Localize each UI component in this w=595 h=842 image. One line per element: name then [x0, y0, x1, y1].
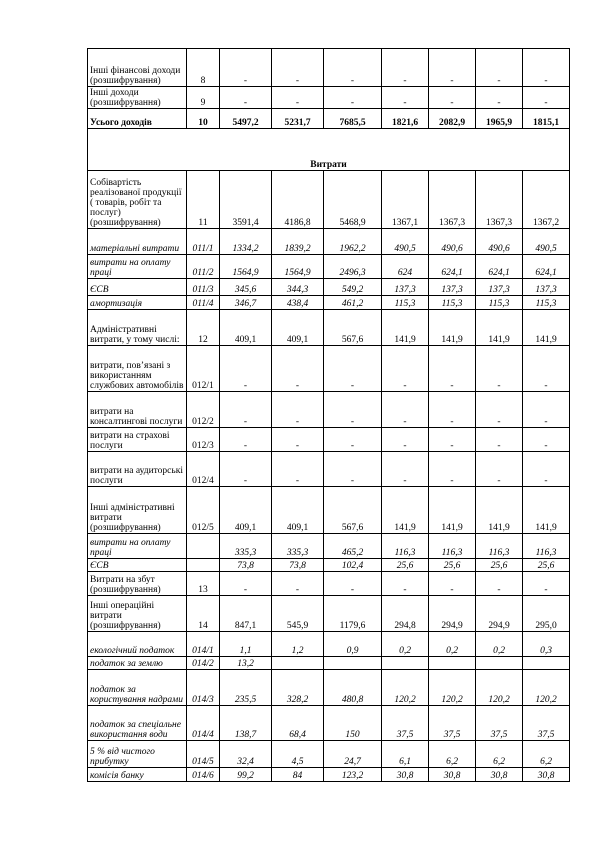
row-code: 014/4 [187, 706, 220, 741]
value-cell: 116,3 [476, 534, 523, 559]
value-cell: - [324, 572, 382, 596]
value-cell: 141,9 [429, 487, 476, 534]
table-row [88, 229, 570, 255]
value-cell: - [324, 392, 382, 428]
value-cell: - [382, 87, 429, 109]
value-cell: 1367,2 [523, 171, 570, 229]
value-cell: 567,6 [324, 487, 382, 534]
row-code: 13 [187, 572, 220, 596]
value-cell: 32,4 [220, 741, 272, 768]
row-code: 014/5 [187, 741, 220, 768]
value-cell: 328,2 [272, 670, 324, 706]
value-cell: - [272, 428, 324, 452]
value-cell: 346,7 [220, 296, 272, 310]
value-cell: 137,3 [429, 279, 476, 296]
value-cell: 235,5 [220, 670, 272, 706]
value-cell: 30,8 [523, 768, 570, 782]
row-code: 011/2 [187, 255, 220, 279]
row-label: Інші адміністративні витрати (розшифрування) [88, 487, 187, 534]
value-cell: 490,5 [523, 229, 570, 255]
value-cell: - [429, 346, 476, 392]
value-cell: - [476, 49, 523, 87]
value-cell: 73,8 [272, 559, 324, 572]
row-code: 011/1 [187, 229, 220, 255]
value-cell: 120,2 [382, 670, 429, 706]
value-cell: - [523, 87, 570, 109]
value-cell: 141,9 [523, 487, 570, 534]
value-cell: 6,1 [382, 741, 429, 768]
value-cell: 115,3 [429, 296, 476, 310]
value-cell: 1,2 [272, 632, 324, 657]
table-row [88, 706, 570, 741]
value-cell: - [476, 87, 523, 109]
value-cell: 30,8 [476, 768, 523, 782]
row-label: витрати на оплату праці [88, 255, 187, 279]
value-cell: 116,3 [523, 534, 570, 559]
value-cell: 1334,2 [220, 229, 272, 255]
value-cell: 0,2 [429, 632, 476, 657]
row-label: ЄСВ [88, 559, 187, 572]
row-code: 9 [187, 87, 220, 109]
value-cell: 1965,9 [476, 109, 523, 129]
value-cell: 120,2 [523, 670, 570, 706]
value-cell: - [476, 428, 523, 452]
value-cell: 335,3 [220, 534, 272, 559]
value-cell: 141,9 [476, 487, 523, 534]
row-label: витрати на аудиторські послуги [88, 452, 187, 487]
value-cell: 6,2 [523, 741, 570, 768]
value-cell: 116,3 [382, 534, 429, 559]
value-cell: 624,1 [429, 255, 476, 279]
value-cell [476, 657, 523, 670]
value-cell: - [272, 452, 324, 487]
value-cell: 68,4 [272, 706, 324, 741]
table-row [88, 559, 570, 572]
row-code: 011/3 [187, 279, 220, 296]
value-cell: 3591,4 [220, 171, 272, 229]
value-cell: 37,5 [382, 706, 429, 741]
value-cell: 409,1 [272, 487, 324, 534]
value-cell: 37,5 [476, 706, 523, 741]
value-cell [272, 657, 324, 670]
value-cell: - [220, 452, 272, 487]
table-row [88, 279, 570, 296]
table-row [88, 632, 570, 657]
value-cell: 115,3 [476, 296, 523, 310]
row-label: Собівартість реалізованої продукції ( товарів, робіт та послуг) (розшифрування) [88, 171, 187, 229]
value-cell: 1367,1 [382, 171, 429, 229]
value-cell: 138,7 [220, 706, 272, 741]
table-row [88, 109, 570, 129]
value-cell: 490,6 [476, 229, 523, 255]
value-cell: - [476, 572, 523, 596]
value-cell: - [382, 49, 429, 87]
row-code: 012/2 [187, 392, 220, 428]
row-code: 012/4 [187, 452, 220, 487]
row-label: Інші фінансові доходи (розшифрування) [88, 49, 187, 87]
row-code: 012/5 [187, 487, 220, 534]
value-cell: 294,8 [382, 596, 429, 632]
value-cell: 461,2 [324, 296, 382, 310]
financial-table [87, 48, 570, 782]
value-cell: 1367,3 [429, 171, 476, 229]
value-cell: 1564,9 [220, 255, 272, 279]
value-cell: 409,1 [220, 487, 272, 534]
value-cell: - [523, 392, 570, 428]
value-cell: - [382, 392, 429, 428]
value-cell: - [382, 346, 429, 392]
table-row [88, 596, 570, 632]
section-header-row [88, 129, 570, 171]
table-row [88, 487, 570, 534]
value-cell: 73,8 [220, 559, 272, 572]
table-row [88, 670, 570, 706]
value-cell: - [429, 428, 476, 452]
row-label: ЄСВ [88, 279, 187, 296]
value-cell: 141,9 [523, 310, 570, 346]
value-cell: - [429, 87, 476, 109]
value-cell: 4,5 [272, 741, 324, 768]
value-cell: 7685,5 [324, 109, 382, 129]
table-row [88, 741, 570, 768]
row-code [187, 559, 220, 572]
value-cell: 37,5 [523, 706, 570, 741]
value-cell: - [429, 392, 476, 428]
value-cell: 5231,7 [272, 109, 324, 129]
table-row [88, 428, 570, 452]
value-cell: 4186,8 [272, 171, 324, 229]
value-cell: 99,2 [220, 768, 272, 782]
value-cell: 567,6 [324, 310, 382, 346]
value-cell: 141,9 [382, 310, 429, 346]
value-cell: 25,6 [429, 559, 476, 572]
row-code: 014/2 [187, 657, 220, 670]
row-label: 5 % від чистого прибутку [88, 741, 187, 768]
value-cell: - [429, 452, 476, 487]
value-cell: - [523, 428, 570, 452]
value-cell: 37,5 [429, 706, 476, 741]
row-code: 8 [187, 49, 220, 87]
row-label: податок за користування надрами [88, 670, 187, 706]
value-cell: - [220, 392, 272, 428]
value-cell: 137,3 [476, 279, 523, 296]
value-cell: - [272, 572, 324, 596]
value-cell: 549,2 [324, 279, 382, 296]
value-cell: 1367,3 [476, 171, 523, 229]
value-cell: 1839,2 [272, 229, 324, 255]
table-row [88, 255, 570, 279]
row-label: комісія банку [88, 768, 187, 782]
value-cell: 624,1 [523, 255, 570, 279]
value-cell: 123,2 [324, 768, 382, 782]
table-row [88, 657, 570, 670]
value-cell: 120,2 [429, 670, 476, 706]
value-cell: - [220, 428, 272, 452]
row-label: витрати, пов’язані з використанням службових автомобілів [88, 346, 187, 392]
value-cell: 115,3 [382, 296, 429, 310]
value-cell: 624 [382, 255, 429, 279]
row-code: 12 [187, 310, 220, 346]
value-cell [429, 657, 476, 670]
row-code: 014/1 [187, 632, 220, 657]
value-cell: 120,2 [476, 670, 523, 706]
table-row [88, 346, 570, 392]
value-cell: 25,6 [382, 559, 429, 572]
value-cell: 409,1 [220, 310, 272, 346]
section-title: Витрати [88, 129, 570, 171]
row-label: витрати на оплату праці [88, 534, 187, 559]
value-cell: 25,6 [523, 559, 570, 572]
value-cell: - [523, 452, 570, 487]
value-cell: - [523, 572, 570, 596]
value-cell: - [324, 428, 382, 452]
row-code: 014/6 [187, 768, 220, 782]
row-label: Витрати на збут (розшифрування) [88, 572, 187, 596]
value-cell: 847,1 [220, 596, 272, 632]
row-code: 014/3 [187, 670, 220, 706]
value-cell: 5468,9 [324, 171, 382, 229]
table-row [88, 49, 570, 87]
row-code: 012/3 [187, 428, 220, 452]
table-row [88, 310, 570, 346]
row-code: 10 [187, 109, 220, 129]
row-code: 012/1 [187, 346, 220, 392]
value-cell: - [382, 452, 429, 487]
value-cell: - [382, 572, 429, 596]
value-cell: - [272, 346, 324, 392]
value-cell: 24,7 [324, 741, 382, 768]
value-cell: 2496,3 [324, 255, 382, 279]
value-cell: 141,9 [476, 310, 523, 346]
value-cell [382, 657, 429, 670]
value-cell: - [476, 392, 523, 428]
value-cell: 345,6 [220, 279, 272, 296]
value-cell: - [220, 49, 272, 87]
value-cell: - [272, 87, 324, 109]
row-label: Інші операційні витрати (розшифрування) [88, 596, 187, 632]
row-code: 11 [187, 171, 220, 229]
table-row [88, 452, 570, 487]
value-cell: 624,1 [476, 255, 523, 279]
value-cell: 335,3 [272, 534, 324, 559]
value-cell: 0,2 [382, 632, 429, 657]
value-cell: - [324, 346, 382, 392]
table-row [88, 534, 570, 559]
value-cell: 480,8 [324, 670, 382, 706]
value-cell: - [272, 49, 324, 87]
row-label: Адміністративні витрати, у тому числі: [88, 310, 187, 346]
table-row [88, 296, 570, 310]
value-cell: 30,8 [382, 768, 429, 782]
value-cell: 465,2 [324, 534, 382, 559]
value-cell: 30,8 [429, 768, 476, 782]
value-cell: 137,3 [523, 279, 570, 296]
value-cell: - [523, 49, 570, 87]
value-cell [324, 657, 382, 670]
value-cell: 137,3 [382, 279, 429, 296]
value-cell: 1815,1 [523, 109, 570, 129]
value-cell: 5497,2 [220, 109, 272, 129]
value-cell: 1564,9 [272, 255, 324, 279]
value-cell: 150 [324, 706, 382, 741]
row-label: податок за землю [88, 657, 187, 670]
value-cell: - [382, 428, 429, 452]
row-label: матеріальні витрати [88, 229, 187, 255]
value-cell: 25,6 [476, 559, 523, 572]
value-cell: 141,9 [429, 310, 476, 346]
value-cell: 6,2 [476, 741, 523, 768]
value-cell: - [324, 452, 382, 487]
row-label: амортизація [88, 296, 187, 310]
table-row [88, 768, 570, 782]
value-cell: 1821,6 [382, 109, 429, 129]
value-cell: 490,6 [429, 229, 476, 255]
value-cell: 0,2 [476, 632, 523, 657]
row-label: Інші доходи (розшифрування) [88, 87, 187, 109]
value-cell: 545,9 [272, 596, 324, 632]
row-code: 011/4 [187, 296, 220, 310]
value-cell: 1962,2 [324, 229, 382, 255]
value-cell: - [429, 572, 476, 596]
value-cell: 294,9 [476, 596, 523, 632]
value-cell: 294,9 [429, 596, 476, 632]
table-row [88, 572, 570, 596]
value-cell: 409,1 [272, 310, 324, 346]
table-row [88, 87, 570, 109]
value-cell: 2082,9 [429, 109, 476, 129]
value-cell: 6,2 [429, 741, 476, 768]
value-cell: 84 [272, 768, 324, 782]
value-cell: - [523, 346, 570, 392]
value-cell: - [476, 452, 523, 487]
value-cell: 0,3 [523, 632, 570, 657]
value-cell: - [429, 49, 476, 87]
value-cell: - [220, 346, 272, 392]
value-cell: 1,1 [220, 632, 272, 657]
value-cell: 1179,6 [324, 596, 382, 632]
value-cell: 13,2 [220, 657, 272, 670]
value-cell: - [272, 392, 324, 428]
row-label: Усього доходів [88, 109, 187, 129]
value-cell: - [220, 87, 272, 109]
value-cell: 116,3 [429, 534, 476, 559]
row-label: податок за спеціальне використання води [88, 706, 187, 741]
value-cell: - [324, 87, 382, 109]
value-cell: 344,3 [272, 279, 324, 296]
value-cell: - [476, 346, 523, 392]
row-label: витрати на страхові послуги [88, 428, 187, 452]
value-cell: - [324, 49, 382, 87]
table-row [88, 392, 570, 428]
row-code [187, 534, 220, 559]
value-cell: 102,4 [324, 559, 382, 572]
value-cell: 438,4 [272, 296, 324, 310]
table-row [88, 171, 570, 229]
value-cell: 490,5 [382, 229, 429, 255]
row-label: екологічний податок [88, 632, 187, 657]
value-cell: 295,0 [523, 596, 570, 632]
value-cell [523, 657, 570, 670]
row-label: витрати на консалтингові послуги [88, 392, 187, 428]
value-cell: 0,9 [324, 632, 382, 657]
value-cell: - [220, 572, 272, 596]
row-code: 14 [187, 596, 220, 632]
value-cell: 115,3 [523, 296, 570, 310]
value-cell: 141,9 [382, 487, 429, 534]
